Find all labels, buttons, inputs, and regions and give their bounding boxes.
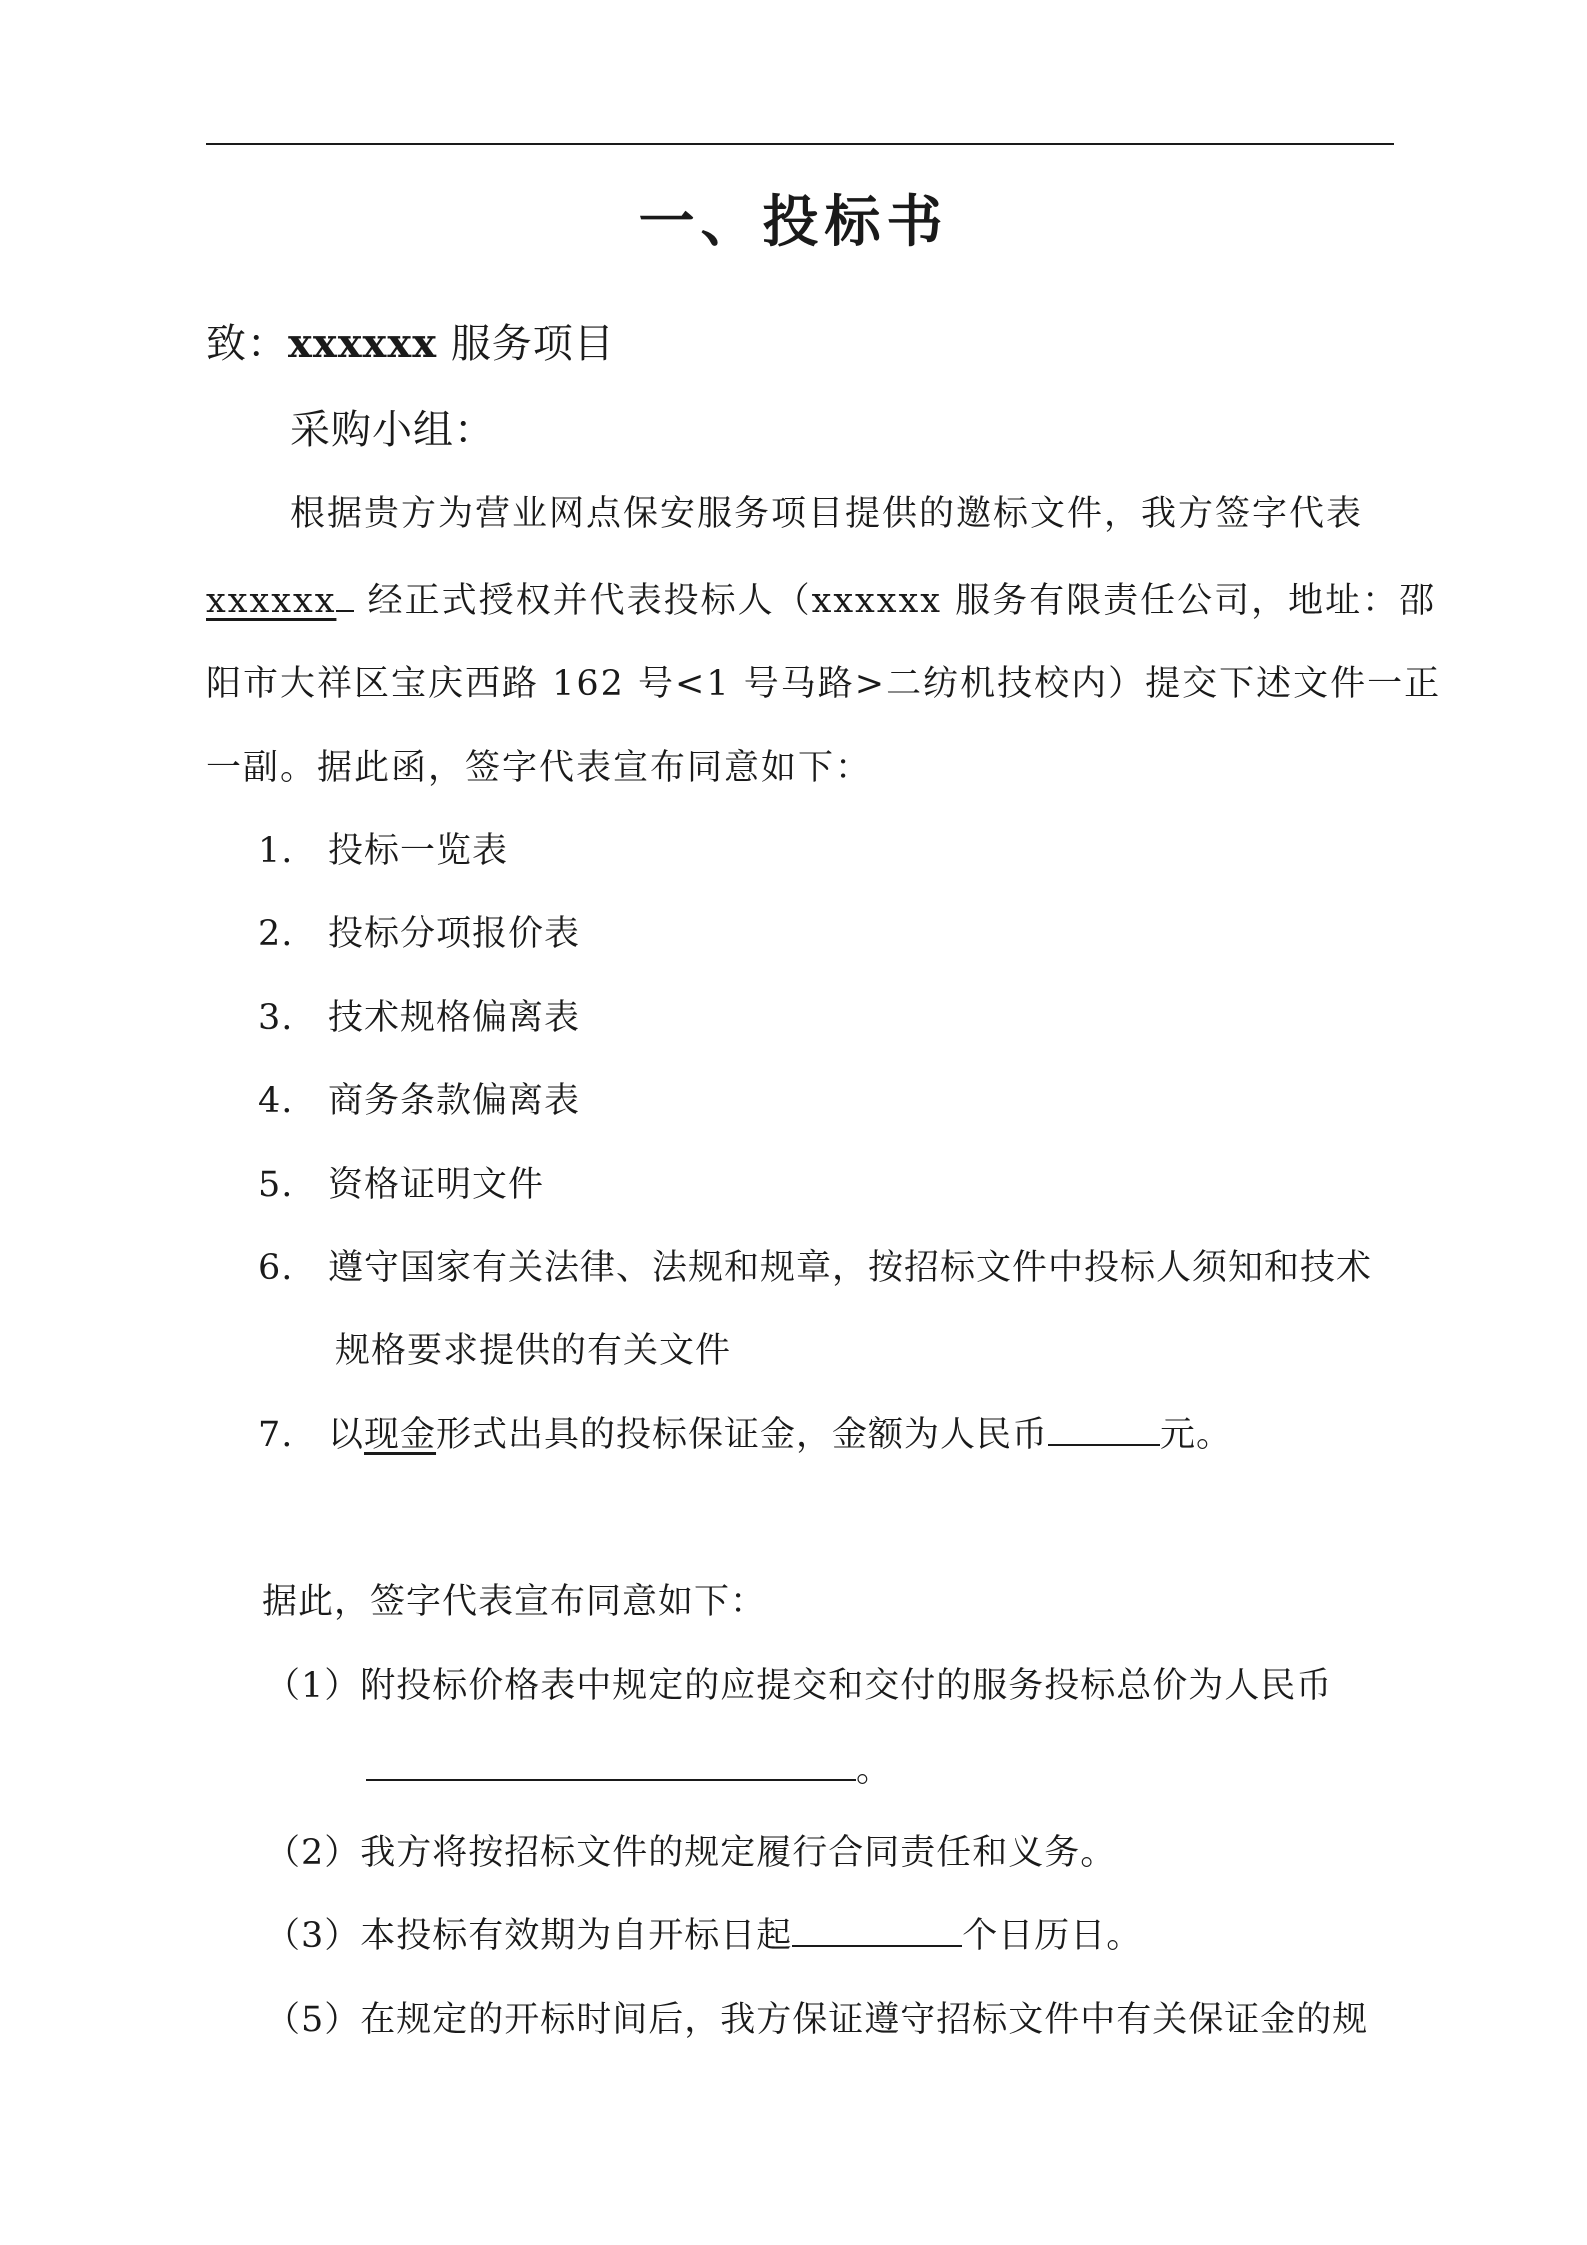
list-item-text: 资格证明文件 <box>328 1165 545 1205</box>
deposit-prefix: 以 <box>328 1415 365 1455</box>
addressee-name: xxxxxx <box>288 320 438 367</box>
intro-line-2-text: 经正式授权并代表投标人（xxxxxx 服务有限责任公司，地址：邵 <box>367 581 1437 621</box>
agree-heading: 据此，签字代表宣布同意如下： <box>262 1582 767 1622</box>
list-item <box>258 823 508 873</box>
clause-1-amount <box>366 1742 892 1792</box>
list-item-number: 7. <box>258 1415 294 1455</box>
list-item-text: 投标一览表 <box>328 831 509 871</box>
list-item-number: 1. <box>258 831 294 871</box>
list-item-text: 商务条款偏离表 <box>328 1081 581 1121</box>
list-item-number: 4. <box>258 1081 294 1121</box>
intro-line-2 <box>206 573 1437 623</box>
list-item-number: 3. <box>258 998 294 1038</box>
intro-line-4: 一副。据此函，签字代表宣布同意如下： <box>206 748 873 788</box>
deposit-suffix: 元。 <box>1160 1415 1233 1455</box>
page-title: 一、投标书 <box>638 189 949 255</box>
list-item-text: 投标分项报价表 <box>328 914 581 954</box>
list-item-text: 技术规格偏离表 <box>328 998 581 1038</box>
list-item-number: 6. <box>258 1248 294 1288</box>
addressee-prefix: 致： <box>206 321 288 367</box>
intro-line-3: 阳市大祥区宝庆西路 162 号<1 号马路>二纺机技校内）提交下述文件一正 <box>206 664 1442 704</box>
addressee-line <box>206 312 615 369</box>
clause-2: （2）我方将按招标文件的规定履行合同责任和义务。 <box>265 1833 1117 1873</box>
list-item <box>258 1073 580 1123</box>
list-item-deposit <box>258 1407 1232 1457</box>
list-item-text: 遵守国家有关法律、法规和规章，按招标文件中投标人须知和技术 <box>328 1248 1373 1288</box>
total-price-blank <box>366 1749 856 1781</box>
deposit-middle: 形式出具的投标保证金，金额为人民币 <box>436 1415 1049 1455</box>
clause-3-suffix: 个日历日。 <box>962 1916 1143 1956</box>
list-item <box>258 906 580 956</box>
list-item <box>258 1240 1372 1290</box>
clause-3 <box>265 1908 1142 1958</box>
clause-3-prefix: （3）本投标有效期为自开标日起 <box>265 1916 793 1956</box>
header-rule <box>206 143 1394 145</box>
addressee-suffix: 服务项目 <box>450 321 615 367</box>
list-item <box>258 1157 544 1207</box>
deposit-form: 现金 <box>364 1415 437 1455</box>
clause-1: （1）附投标价格表中规定的应提交和交付的服务投标总价为人民币 <box>265 1666 1333 1706</box>
list-item-6-continuation: 规格要求提供的有关文件 <box>335 1331 732 1371</box>
validity-days-blank <box>792 1915 962 1947</box>
clause-5: （5）在规定的开标时间后，我方保证遵守招标文件中有关保证金的规 <box>265 2000 1369 2040</box>
intro-line-1: 根据贵方为营业网点保安服务项目提供的邀标文件，我方签字代表 <box>290 494 1364 534</box>
list-item <box>258 990 580 1040</box>
list-item-number: 5. <box>258 1165 294 1205</box>
representative-name: xxxxxx <box>206 581 337 621</box>
addressee-group: 采购小组： <box>290 407 495 453</box>
list-item-number: 2. <box>258 914 294 954</box>
deposit-amount-blank <box>1048 1414 1160 1446</box>
clause-1-end: 。 <box>856 1750 893 1790</box>
